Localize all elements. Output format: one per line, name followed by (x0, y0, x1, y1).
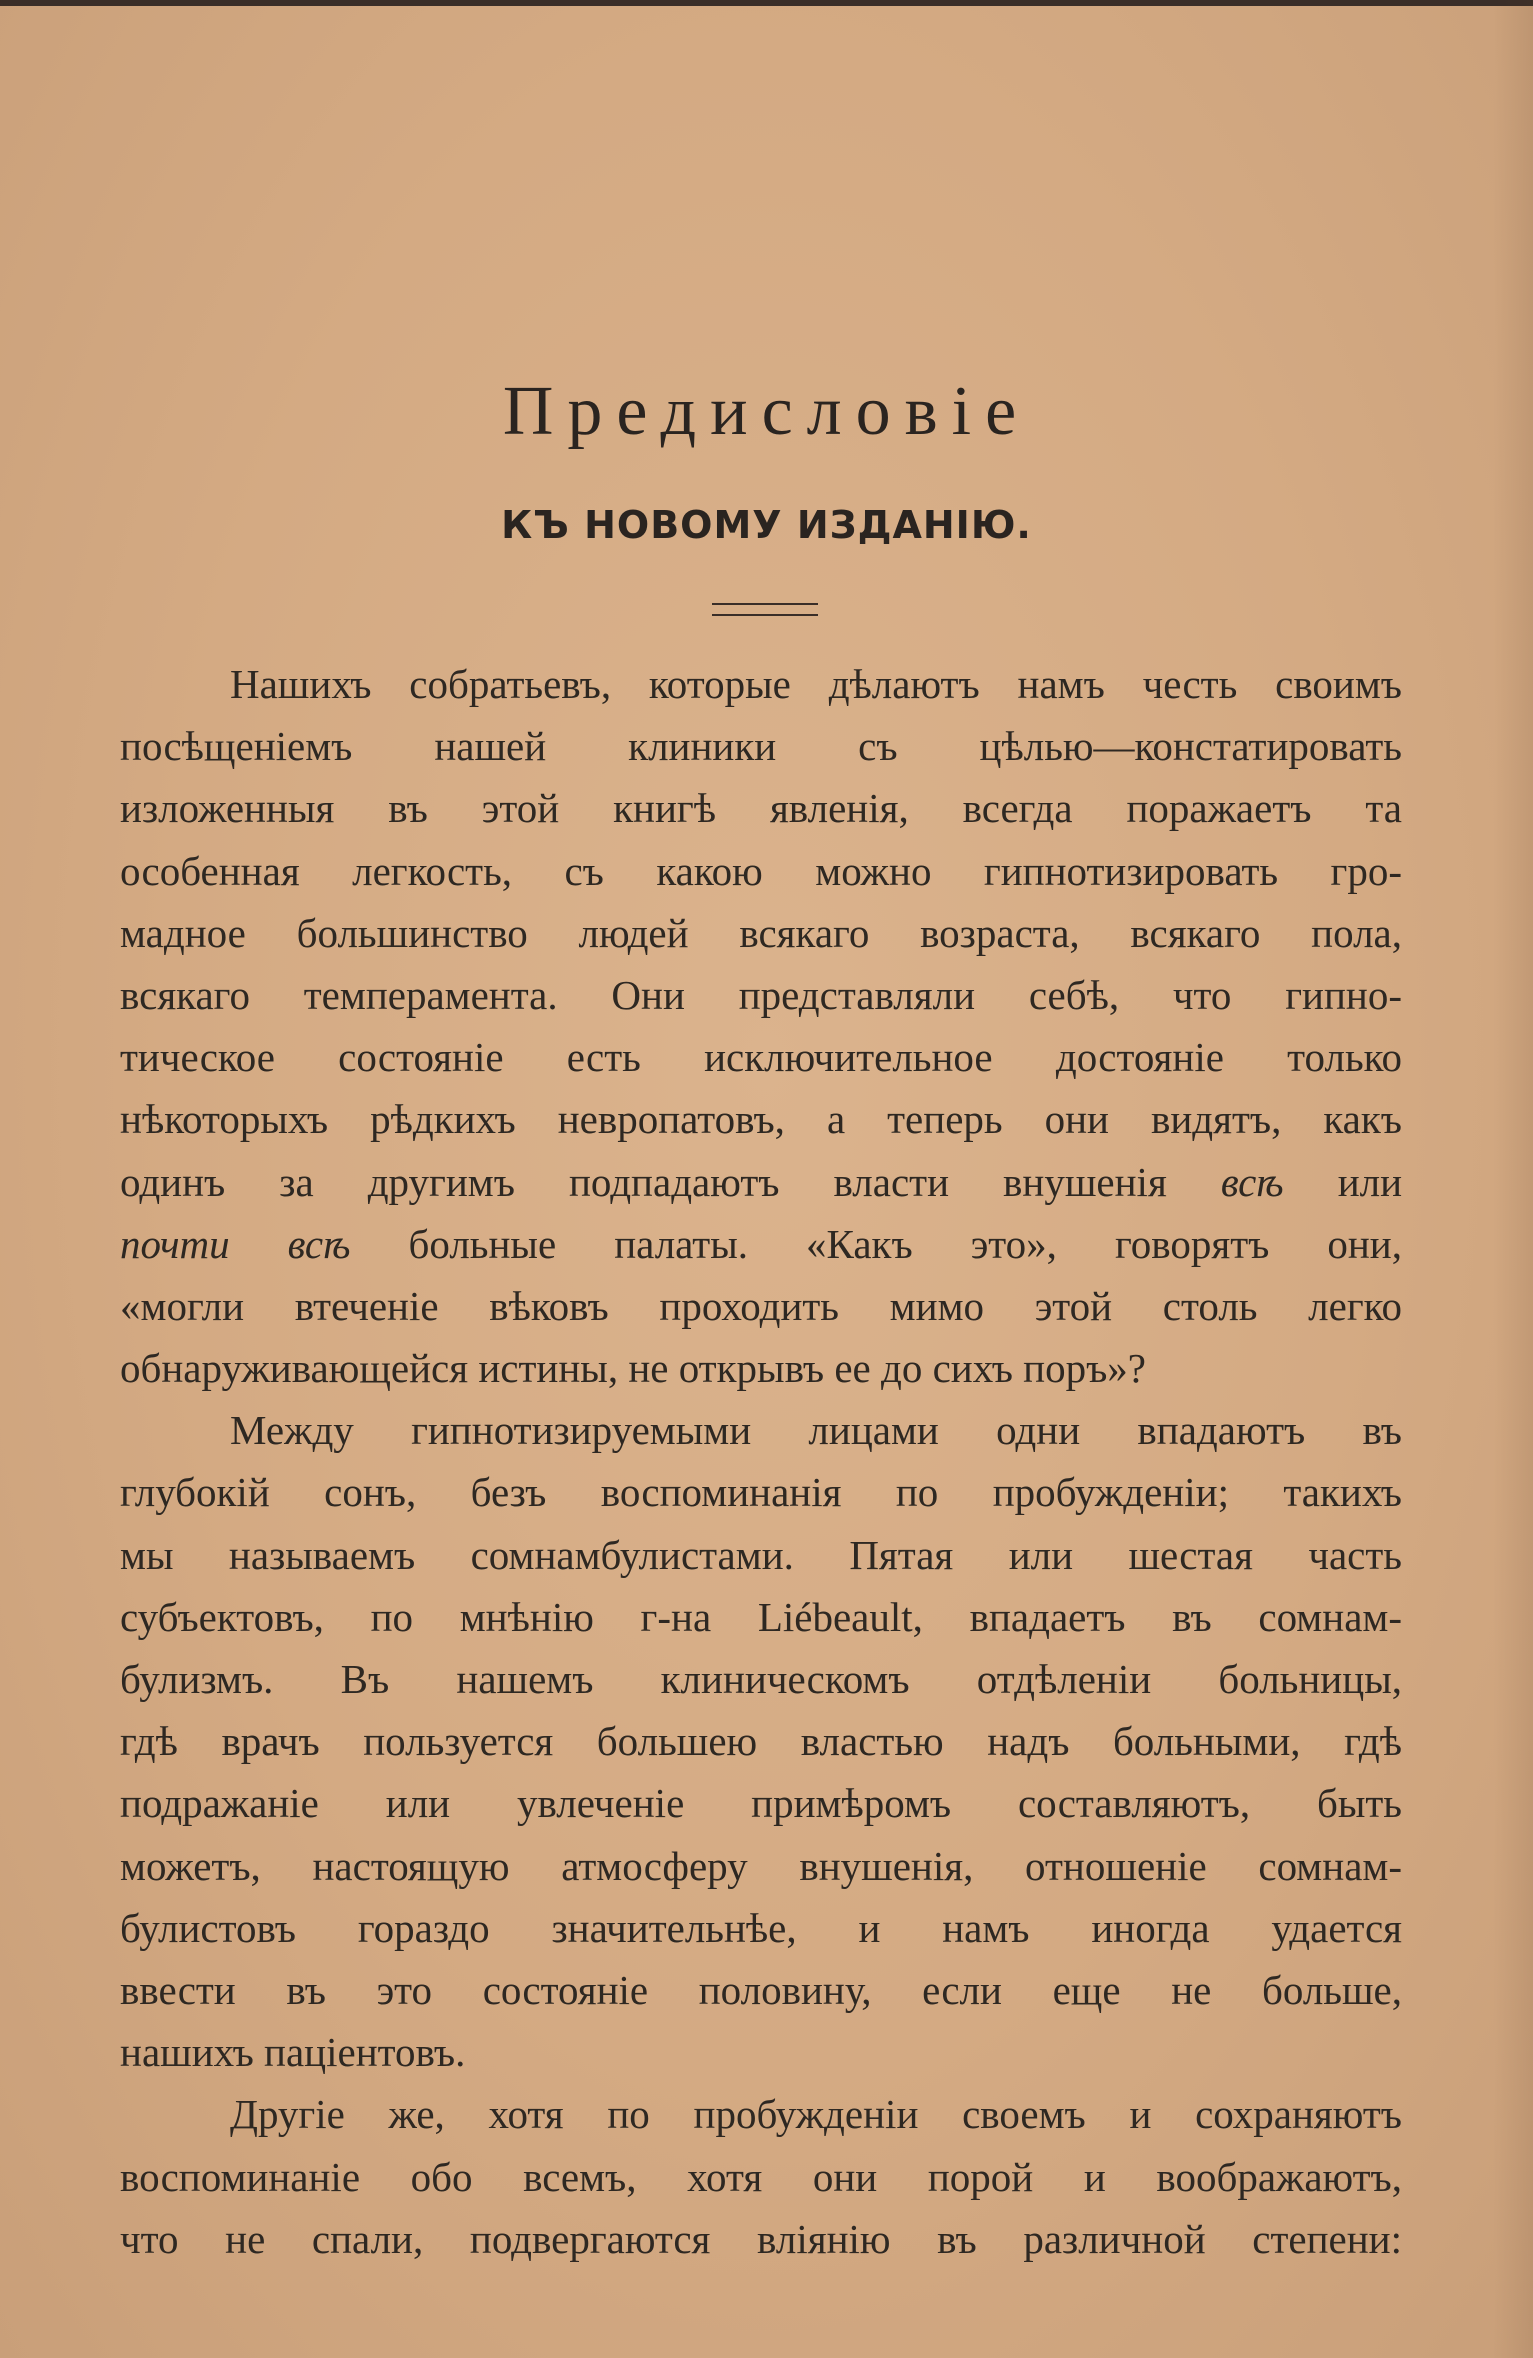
text-run: больные палаты. «Какъ это», говорятъ они, (408, 1220, 1402, 1267)
text-line: булизмъ. Въ нашемъ клиническомъ отдѣленіи больницы, (120, 1656, 1402, 1702)
text-line: булистовъ гораздо значительнѣе, и намъ иногда удается (120, 1904, 1402, 1951)
text-line: изложенныя въ этой книгѣ явленія, всегда поражаетъ та (120, 785, 1402, 832)
text-line (120, 1151, 1402, 1213)
page-top-edge (0, 0, 1533, 6)
text-line: воспоминаніе обо всемъ, хотя они порой и воображаютъ, (120, 2153, 1402, 2200)
text-line: Между гипнотизируемыми лицами одни впадаютъ въ (230, 1407, 1402, 1454)
text-line: можетъ, настоящую атмосферу внушенія, отношеніе сомнам- (120, 1842, 1402, 1889)
text-line: обнаруживающейся истины, не открывъ ее до сихъ поръ»? (120, 1345, 1146, 1392)
text-line: Нашихъ собратьевъ, которые дѣлаютъ намъ честь своимъ (230, 661, 1402, 707)
text-line: «могли втеченіе вѣковъ проходить мимо этой столь легко (120, 1282, 1402, 1329)
text-line: всякаго темперамента. Они представляли себѣ, что гипно- (120, 971, 1402, 1018)
text-line: нѣкоторыхъ рѣдкихъ невропатовъ, а теперь они видятъ, какъ (120, 1096, 1402, 1143)
text-run: одинъ за другимъ подпадаютъ власти внушенія (120, 1158, 1167, 1205)
chapter-title: Предисловіе (502, 373, 1031, 450)
text-line: ввести въ это состояніе половину, если еще не больше, (120, 1966, 1402, 2013)
text-line: гдѣ врачъ пользуется большею властью надъ больными, гдѣ (120, 1718, 1402, 1765)
text-line: нашихъ паціентовъ. (120, 2029, 466, 2076)
body-text (120, 653, 1402, 2270)
chapter-subtitle: КЪ НОВОМУ ИЗДАНІЮ. (501, 503, 1032, 547)
emphasis-text: всѣ (1220, 1158, 1284, 1205)
text-line: глубокій сонъ, безъ воспоминанія по пробужденіи; такихъ (120, 1469, 1402, 1516)
text-line: подражаніе или увлеченіе примѣромъ составляютъ, быть (120, 1780, 1402, 1827)
text-line: субъектовъ, по мнѣнію г-на Liébeault, впадаетъ въ сомнам- (120, 1593, 1402, 1640)
emphasis-text: почти всѣ (120, 1220, 351, 1267)
text-line: что не спали, подвергаются вліянію въ различной степени: (120, 2215, 1402, 2262)
text-line (120, 1213, 1402, 1275)
text-line: особенная легкость, съ какою можно гипнотизировать гро- (120, 847, 1402, 894)
text-line: посѣщеніемъ нашей клиники съ цѣлью—констатировать (120, 723, 1402, 770)
text-line: мадное большинство людей всякаго возраста, всякаго пола, (120, 909, 1402, 956)
text-line: тическое состояніе есть исключительное достояніе только (120, 1034, 1402, 1081)
decorative-double-rule (712, 603, 818, 616)
text-run: или (1337, 1158, 1402, 1205)
page-fold-shadow (1493, 0, 1533, 2358)
text-line: Другіе же, хотя по пробужденіи своемъ и сохраняютъ (230, 2091, 1402, 2138)
text-line: мы называемъ сомнамбулистами. Пятая или шестая часть (120, 1531, 1402, 1578)
